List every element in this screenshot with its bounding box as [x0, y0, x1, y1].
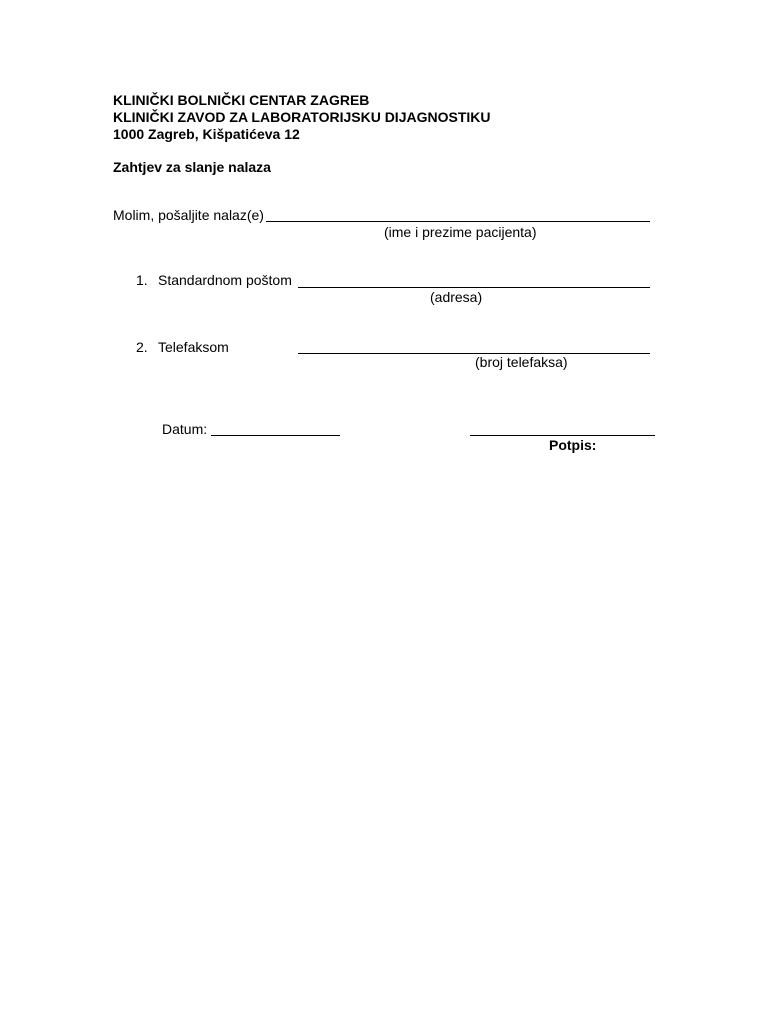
signature-label: Potpis: — [549, 437, 597, 453]
option-mail-label: Standardnom poštom — [158, 272, 292, 288]
fax-number-field[interactable] — [298, 353, 650, 354]
institution-address: 1000 Zagreb, Kišpatićeva 12 — [113, 126, 300, 142]
patient-name-caption: (ime i prezime pacijenta) — [384, 224, 537, 240]
date-label: Datum: — [162, 421, 208, 437]
institution-name: KLINIČKI BOLNIČKI CENTAR ZAGREB — [113, 92, 370, 108]
option-fax-label: Telefaksom — [158, 339, 229, 355]
option-number: 1. — [136, 272, 148, 288]
address-field[interactable] — [298, 287, 650, 288]
form-title: Zahtjev za slanje nalaza — [113, 159, 271, 175]
date-field[interactable] — [211, 435, 340, 436]
department-name: KLINIČKI ZAVOD ZA LABORATORIJSKU DIJAGNOSTIKU — [113, 109, 491, 125]
patient-name-field[interactable] — [266, 221, 650, 222]
option-number: 2. — [136, 339, 148, 355]
fax-number-caption: (broj telefaksa) — [475, 354, 568, 370]
address-caption: (adresa) — [430, 289, 483, 305]
request-label: Molim, pošaljite nalaz(e) — [113, 207, 264, 223]
signature-field[interactable] — [470, 435, 655, 436]
